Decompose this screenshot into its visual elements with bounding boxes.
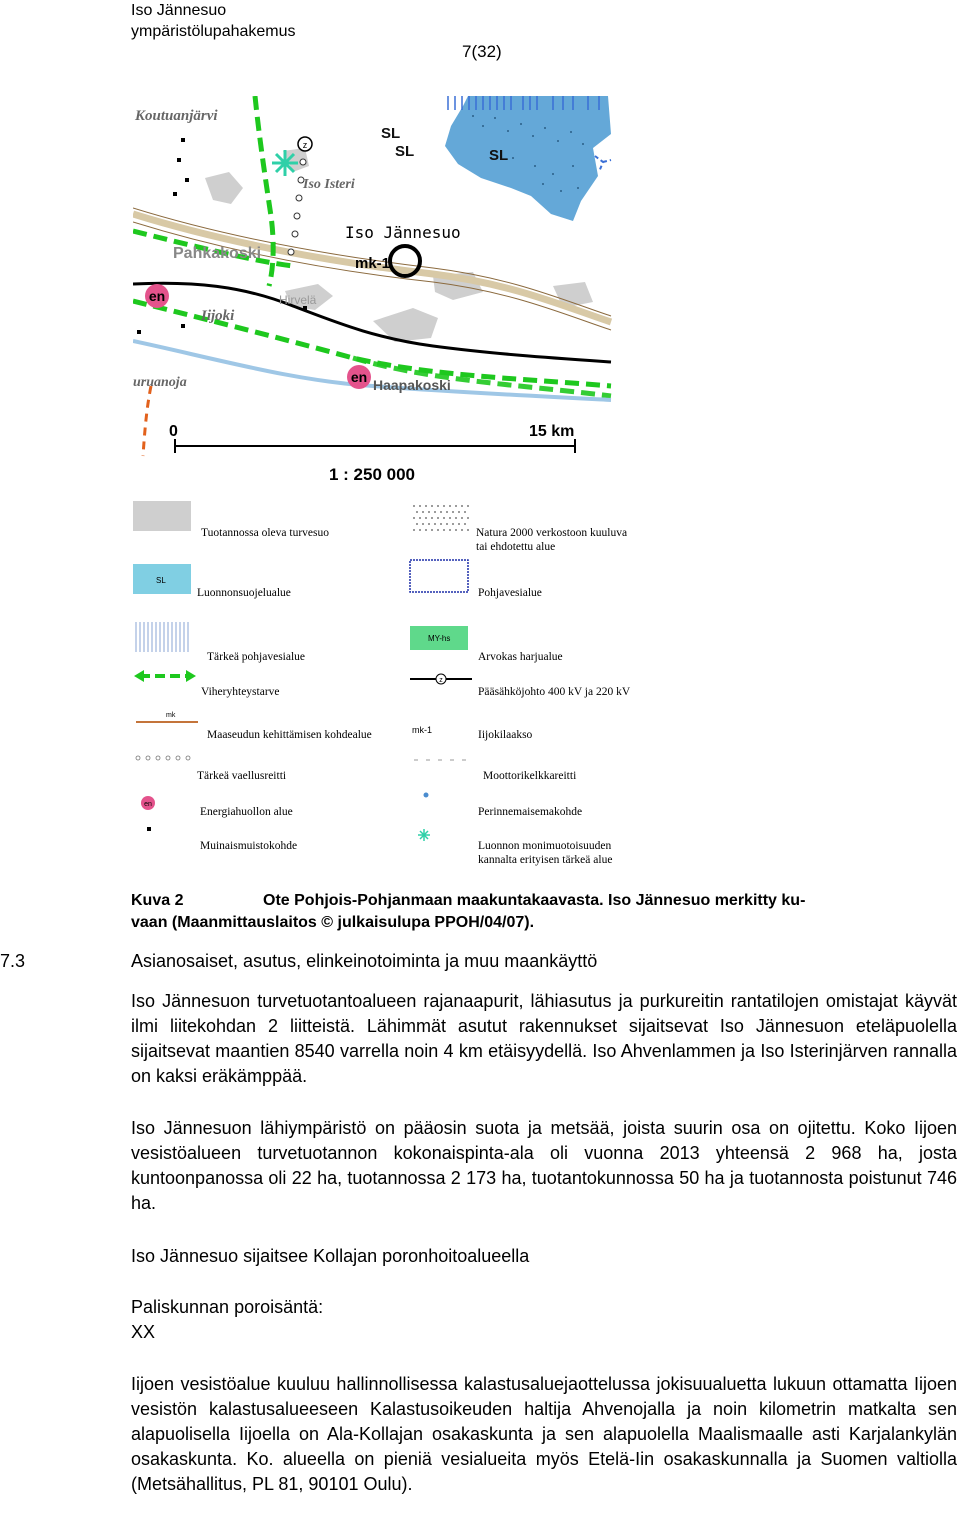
svg-text:0: 0	[169, 423, 178, 440]
groundwater-swatch	[410, 560, 468, 592]
svg-text:15 km: 15 km	[529, 423, 575, 440]
header-subtitle: ympäristölupahakemus	[131, 23, 296, 40]
ancient-monument-swatch	[147, 827, 151, 831]
legend-label: Tärkeä vaellusreitti	[197, 770, 287, 782]
svg-text:mk: mk	[166, 712, 176, 719]
heritage-landscape-swatch	[424, 793, 429, 798]
label-iso-isteri: Iso Isteri	[303, 177, 355, 192]
label-en-2: en	[350, 369, 368, 385]
legend-label: Tuotannossa oleva turvesuo	[201, 527, 329, 539]
label-iijoki: Iijoki	[201, 308, 235, 324]
section-title: Asianosaiset, asutus, elinkeinotoiminta ja muu maankäyttö	[131, 951, 598, 971]
svg-text:1 : 250 000: 1 : 250 000	[329, 465, 416, 484]
paragraph: Iso Jännesuon lähiympäristö on pääosin suota ja metsää, joista suurin osa on ojitettu. Koko Iijoen vesistöalueen turvetuotannon kokonaispinta-ala oli vuonna 2013 yhteensä 2 968 ha, josta kuntoonpanossa oli 22 ha, tuotannossa 2 173 ha, tuotantokunnossa 50 ha ja tuotannosta poistunut 746 ha.	[131, 1118, 957, 1213]
legend-label: Luonnonsuojelualue	[197, 587, 291, 599]
section-number: 7.3	[0, 951, 26, 971]
page-number: 7(32)	[462, 42, 502, 61]
caption-label: Kuva 2	[131, 892, 184, 909]
caption-line-1: Ote Pohjois-Pohjanmaan maakuntakaavasta. Iso Jännesuo merkitty ku-	[263, 892, 806, 909]
legend-label: Luonnon monimuotoisuuden kannalta erityisen tärkeä alue	[478, 840, 613, 866]
label-mk1: mk-1	[355, 255, 391, 272]
legend-label: Arvokas harjualue	[478, 651, 563, 663]
legend-label: Pohjavesialue	[478, 587, 542, 599]
legend-label: Moottorikelkkareitti	[483, 770, 577, 782]
legend-label: Muinaismuistokohde	[200, 840, 298, 852]
legend-label: Viheryhteystarve	[201, 686, 280, 698]
label-iso-jannesuo: Iso Jännesuo	[345, 223, 461, 242]
important-groundwater-swatch	[136, 622, 188, 652]
caption-line-2: vaan (Maanmittauslaitos © julkaisulupa PPOH/04/07).	[131, 914, 535, 931]
paragraph: Iso Jännesuon turvetuotantoalueen rajanaapurit, lähiasutus ja purkureitin rantatilojen omistajat käyvät ilmi liitekohdan 2 liitteistä. Lähimmät asutut rakennukset sijaitsevat Iso Jännesuon eteläpuolella sijaitsevat maantien 8540 varrella noin 4 km etäisyydellä. Iso Ahvenlammen ja Iso Isterinjärven rannalla on kaksi eräkämppää.	[131, 991, 957, 1086]
legend-label: Pääsähköjohto 400 kV ja 220 kV	[478, 686, 631, 698]
biodiversity-swatch	[418, 829, 430, 841]
natura-swatch	[410, 502, 470, 532]
paragraph: Iijoen vesistöalue kuuluu hallinnollisessa kalastusaluejaottelussa jokisuualuetta lukuun ottamatta Iijoen vesistön kalastusalueeseen Kalastusoikeuden haltija Ahvenojalla ja noin kilometrin matkalta sen alapuolisella Iijoella on Ala-Kollajan osakaskunta ja sen alapuolella Maalismaalle asti Karjalankylän osakaskunta. Ko. alueella on pieniä vesialueita myös Etelä-Iin osakaskunnalla ja Suomen valtiolla (Metsähallitus, PL 81, 90101 Oulu).	[131, 1374, 957, 1494]
svg-text:MY-hs: MY-hs	[428, 634, 451, 643]
paragraph: XX	[131, 1322, 156, 1342]
label-en-1: en	[148, 288, 166, 304]
label-haapakoski: Haapakoski	[373, 377, 451, 393]
legend-label: Iijokilaakso	[478, 729, 533, 741]
label-ruanoja: uruanoja	[133, 375, 187, 390]
map-legend	[130, 498, 650, 870]
label-hirvela: Hirvelä	[279, 293, 317, 307]
label-sl-2: SL	[395, 143, 415, 160]
legend-label: Maaseudun kehittämisen kohdealue	[207, 729, 372, 741]
svg-text:mk-1: mk-1	[412, 725, 432, 735]
document-header	[131, 0, 296, 42]
label-pahkakoski: Pahkakoski	[173, 245, 262, 262]
svg-text:z: z	[302, 140, 308, 150]
label-koutuanjarvi: Koutuanjärvi	[135, 108, 218, 124]
header-title: Iso Jännesuo	[131, 2, 227, 19]
paragraph: Paliskunnan poroisäntä:	[131, 1297, 324, 1317]
legend-label: Tärkeä pohjavesialue	[207, 651, 306, 663]
regional-plan-map	[133, 96, 613, 491]
label-sl-1: SL	[381, 125, 401, 142]
paragraph: Iso Jännesuo sijaitsee Kollajan poronhoitoalueella	[131, 1246, 530, 1266]
legend-label: Perinnemaisemakohde	[478, 806, 583, 818]
svg-text:z: z	[439, 677, 443, 684]
svg-text:en: en	[144, 801, 152, 808]
migration-route-swatch	[136, 756, 190, 760]
legend-label: Natura 2000 verkostoon kuuluva tai ehdotettu alue	[476, 527, 628, 553]
green-connection-swatch	[134, 670, 196, 682]
label-sl-3: SL	[489, 147, 509, 164]
svg-text:SL: SL	[156, 576, 166, 585]
peat-production-swatch	[133, 501, 191, 531]
legend-label: Energiahuollon alue	[200, 806, 293, 818]
